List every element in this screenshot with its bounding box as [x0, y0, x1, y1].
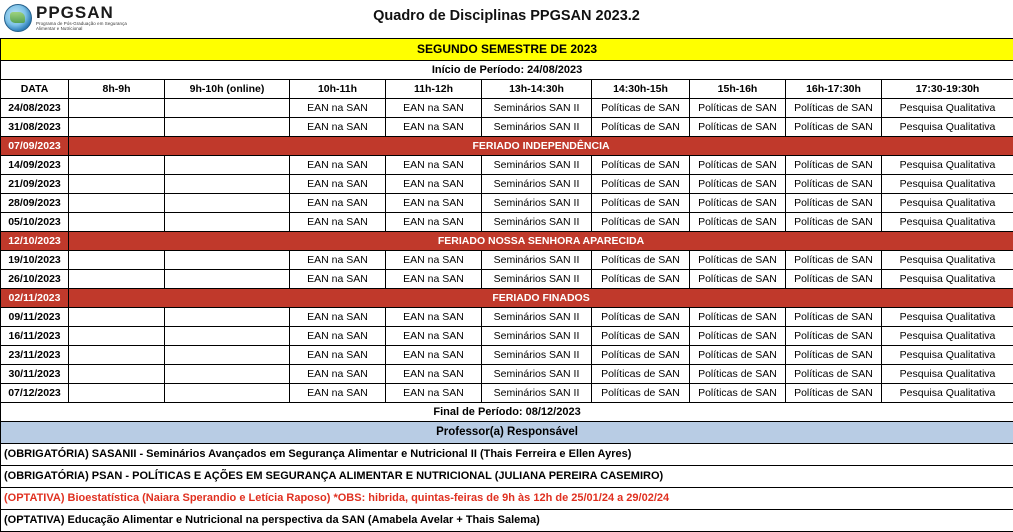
table-row — [1, 365, 1013, 384]
holiday-row — [1, 137, 1013, 156]
class-cell-6: Políticas de SAN — [690, 99, 786, 118]
table-row — [1, 194, 1013, 213]
semester-band-row — [1, 39, 1013, 61]
class-cell-4: Seminários SAN II — [482, 251, 592, 270]
class-cell-0 — [69, 270, 165, 289]
logo-title: PPGSAN — [36, 4, 132, 22]
class-cell-3: EAN na SAN — [386, 270, 482, 289]
class-cell-8: Pesquisa Qualitativa — [882, 308, 1013, 327]
class-cell-0 — [69, 384, 165, 403]
class-cell-2: EAN na SAN — [290, 175, 386, 194]
class-cell-7: Políticas de SAN — [786, 346, 882, 365]
row-date: 05/10/2023 — [1, 213, 69, 232]
professor-band-label: Professor(a) Responsável — [1, 422, 1013, 444]
class-cell-5: Políticas de SAN — [592, 99, 690, 118]
row-date: 14/09/2023 — [1, 156, 69, 175]
column-header-9: 17:30-19:30h — [882, 80, 1013, 99]
class-cell-1 — [165, 99, 290, 118]
period-start-row — [1, 61, 1013, 80]
row-date: 02/11/2023 — [1, 289, 69, 308]
table-row — [1, 327, 1013, 346]
legend-row — [1, 488, 1013, 510]
class-cell-6: Políticas de SAN — [690, 384, 786, 403]
class-cell-4: Seminários SAN II — [482, 327, 592, 346]
column-header-6: 14:30h-15h — [592, 80, 690, 99]
row-date: 12/10/2023 — [1, 232, 69, 251]
class-cell-5: Políticas de SAN — [592, 327, 690, 346]
class-cell-1 — [165, 365, 290, 384]
table-row — [1, 384, 1013, 403]
class-cell-6: Políticas de SAN — [690, 213, 786, 232]
class-cell-8: Pesquisa Qualitativa — [882, 251, 1013, 270]
legend-row — [1, 466, 1013, 488]
class-cell-1 — [165, 327, 290, 346]
class-cell-2: EAN na SAN — [290, 308, 386, 327]
class-cell-7: Políticas de SAN — [786, 118, 882, 137]
class-cell-5: Políticas de SAN — [592, 213, 690, 232]
row-date: 28/09/2023 — [1, 194, 69, 213]
professor-band-row — [1, 422, 1013, 444]
class-cell-2: EAN na SAN — [290, 213, 386, 232]
class-cell-5: Políticas de SAN — [592, 175, 690, 194]
class-cell-7: Políticas de SAN — [786, 251, 882, 270]
class-cell-8: Pesquisa Qualitativa — [882, 365, 1013, 384]
class-cell-7: Políticas de SAN — [786, 308, 882, 327]
class-cell-2: EAN na SAN — [290, 327, 386, 346]
class-cell-6: Políticas de SAN — [690, 251, 786, 270]
row-date: 23/11/2023 — [1, 346, 69, 365]
class-cell-5: Políticas de SAN — [592, 118, 690, 137]
table-row — [1, 156, 1013, 175]
class-cell-2: EAN na SAN — [290, 270, 386, 289]
row-date: 09/11/2023 — [1, 308, 69, 327]
class-cell-2: EAN na SAN — [290, 251, 386, 270]
class-cell-8: Pesquisa Qualitativa — [882, 175, 1013, 194]
legend-row — [1, 510, 1013, 532]
class-cell-2: EAN na SAN — [290, 384, 386, 403]
class-cell-0 — [69, 308, 165, 327]
ppgsan-logo — [4, 2, 136, 34]
class-cell-5: Políticas de SAN — [592, 251, 690, 270]
class-cell-6: Políticas de SAN — [690, 175, 786, 194]
class-cell-1 — [165, 251, 290, 270]
table-row — [1, 175, 1013, 194]
class-cell-4: Seminários SAN II — [482, 270, 592, 289]
class-cell-1 — [165, 175, 290, 194]
column-header-2: 9h-10h (online) — [165, 80, 290, 99]
class-cell-3: EAN na SAN — [386, 175, 482, 194]
class-cell-3: EAN na SAN — [386, 365, 482, 384]
class-cell-4: Seminários SAN II — [482, 194, 592, 213]
row-date: 07/09/2023 — [1, 137, 69, 156]
class-cell-6: Políticas de SAN — [690, 156, 786, 175]
class-cell-4: Seminários SAN II — [482, 346, 592, 365]
holiday-label: FERIADO FINADOS — [69, 289, 1013, 308]
table-row — [1, 346, 1013, 365]
class-cell-5: Políticas de SAN — [592, 194, 690, 213]
row-date: 24/08/2023 — [1, 99, 69, 118]
class-cell-6: Políticas de SAN — [690, 194, 786, 213]
class-cell-1 — [165, 156, 290, 175]
row-date: 31/08/2023 — [1, 118, 69, 137]
class-cell-4: Seminários SAN II — [482, 384, 592, 403]
class-cell-1 — [165, 270, 290, 289]
holiday-label: FERIADO NOSSA SENHORA APARECIDA — [69, 232, 1013, 251]
period-end-label: Final de Período: 08/12/2023 — [1, 403, 1013, 422]
class-cell-1 — [165, 308, 290, 327]
class-cell-3: EAN na SAN — [386, 213, 482, 232]
class-cell-6: Políticas de SAN — [690, 346, 786, 365]
logo-emblem-icon — [4, 4, 32, 32]
holiday-row — [1, 232, 1013, 251]
column-header-3: 10h-11h — [290, 80, 386, 99]
class-cell-1 — [165, 384, 290, 403]
class-cell-5: Políticas de SAN — [592, 365, 690, 384]
class-cell-2: EAN na SAN — [290, 99, 386, 118]
class-cell-3: EAN na SAN — [386, 251, 482, 270]
legend-item-1: (OBRIGATÓRIA) PSAN - POLÍTICAS E AÇÕES EM SEGURANÇA ALIMENTAR E NUTRICIONAL (JULIANA PEREIRA CASEMIRO) — [1, 466, 1013, 488]
document-header — [0, 0, 1013, 38]
class-cell-6: Políticas de SAN — [690, 118, 786, 137]
row-date: 07/12/2023 — [1, 384, 69, 403]
period-start-label: Início de Período: 24/08/2023 — [1, 61, 1013, 80]
class-cell-7: Políticas de SAN — [786, 99, 882, 118]
class-cell-1 — [165, 118, 290, 137]
class-cell-4: Seminários SAN II — [482, 308, 592, 327]
class-cell-5: Políticas de SAN — [592, 156, 690, 175]
class-cell-7: Políticas de SAN — [786, 175, 882, 194]
class-cell-5: Políticas de SAN — [592, 346, 690, 365]
column-header-0: DATA — [1, 80, 69, 99]
column-header-1: 8h-9h — [69, 80, 165, 99]
page-title: Quadro de Disciplinas PPGSAN 2023.2 — [0, 8, 1013, 24]
row-date: 16/11/2023 — [1, 327, 69, 346]
class-cell-8: Pesquisa Qualitativa — [882, 327, 1013, 346]
legend-item-0: (OBRIGATÓRIA) SASANII - Seminários Avançados em Segurança Alimentar e Nutricional II (Thais Ferreira e Ellen Ayres) — [1, 444, 1013, 466]
row-date: 26/10/2023 — [1, 270, 69, 289]
class-cell-8: Pesquisa Qualitativa — [882, 270, 1013, 289]
class-cell-0 — [69, 251, 165, 270]
class-cell-4: Seminários SAN II — [482, 175, 592, 194]
class-cell-2: EAN na SAN — [290, 156, 386, 175]
class-cell-7: Políticas de SAN — [786, 384, 882, 403]
class-cell-4: Seminários SAN II — [482, 99, 592, 118]
class-cell-0 — [69, 365, 165, 384]
table-row — [1, 118, 1013, 137]
column-header-5: 13h-14:30h — [482, 80, 592, 99]
table-header-row — [1, 80, 1013, 99]
table-row — [1, 251, 1013, 270]
class-cell-4: Seminários SAN II — [482, 365, 592, 384]
row-date: 19/10/2023 — [1, 251, 69, 270]
class-cell-5: Políticas de SAN — [592, 308, 690, 327]
legend-item-3: (OPTATIVA) Educação Alimentar e Nutricional na perspectiva da SAN (Amabela Avelar + Thais Salema) — [1, 510, 1013, 532]
class-cell-5: Políticas de SAN — [592, 384, 690, 403]
class-cell-1 — [165, 194, 290, 213]
class-cell-6: Políticas de SAN — [690, 365, 786, 384]
class-cell-4: Seminários SAN II — [482, 118, 592, 137]
class-cell-0 — [69, 327, 165, 346]
table-row — [1, 213, 1013, 232]
class-cell-5: Políticas de SAN — [592, 270, 690, 289]
class-cell-0 — [69, 175, 165, 194]
class-cell-4: Seminários SAN II — [482, 213, 592, 232]
class-cell-3: EAN na SAN — [386, 118, 482, 137]
table-row — [1, 270, 1013, 289]
class-cell-7: Políticas de SAN — [786, 194, 882, 213]
class-cell-8: Pesquisa Qualitativa — [882, 213, 1013, 232]
class-cell-8: Pesquisa Qualitativa — [882, 156, 1013, 175]
class-cell-0 — [69, 99, 165, 118]
period-end-row — [1, 403, 1013, 422]
class-cell-2: EAN na SAN — [290, 194, 386, 213]
logo-text-block — [36, 4, 132, 31]
class-cell-7: Políticas de SAN — [786, 270, 882, 289]
legend-row — [1, 444, 1013, 466]
row-date: 21/09/2023 — [1, 175, 69, 194]
class-cell-3: EAN na SAN — [386, 327, 482, 346]
class-cell-6: Políticas de SAN — [690, 270, 786, 289]
column-header-7: 15h-16h — [690, 80, 786, 99]
class-cell-8: Pesquisa Qualitativa — [882, 384, 1013, 403]
class-cell-6: Políticas de SAN — [690, 327, 786, 346]
class-cell-0 — [69, 346, 165, 365]
class-cell-7: Políticas de SAN — [786, 327, 882, 346]
class-cell-7: Políticas de SAN — [786, 156, 882, 175]
class-cell-3: EAN na SAN — [386, 99, 482, 118]
class-cell-2: EAN na SAN — [290, 346, 386, 365]
class-cell-1 — [165, 346, 290, 365]
legend-item-2: (OPTATIVA) Bioestatística (Naiara Sperandio e Letícia Raposo) *OBS: hibrida, quintas-feiras de 9h às 12h de 25/01/24 a 29/02/24 — [1, 488, 1013, 510]
class-cell-8: Pesquisa Qualitativa — [882, 194, 1013, 213]
class-cell-4: Seminários SAN II — [482, 156, 592, 175]
class-cell-2: EAN na SAN — [290, 365, 386, 384]
class-cell-0 — [69, 118, 165, 137]
class-cell-0 — [69, 213, 165, 232]
schedule-table — [0, 38, 1013, 532]
class-cell-1 — [165, 213, 290, 232]
table-row — [1, 308, 1013, 327]
class-cell-3: EAN na SAN — [386, 194, 482, 213]
column-header-8: 16h-17:30h — [786, 80, 882, 99]
table-row — [1, 99, 1013, 118]
class-cell-2: EAN na SAN — [290, 118, 386, 137]
logo-subtitle: Programa de Pós-Graduação em Segurança Alimentar e Nutricional — [36, 22, 132, 31]
class-cell-3: EAN na SAN — [386, 384, 482, 403]
semester-band-label: SEGUNDO SEMESTRE DE 2023 — [1, 39, 1013, 61]
class-cell-8: Pesquisa Qualitativa — [882, 99, 1013, 118]
class-cell-6: Políticas de SAN — [690, 308, 786, 327]
class-cell-0 — [69, 156, 165, 175]
class-cell-3: EAN na SAN — [386, 346, 482, 365]
holiday-row — [1, 289, 1013, 308]
class-cell-7: Políticas de SAN — [786, 213, 882, 232]
class-cell-7: Políticas de SAN — [786, 365, 882, 384]
holiday-label: FERIADO INDEPENDÊNCIA — [69, 137, 1013, 156]
row-date: 30/11/2023 — [1, 365, 69, 384]
class-cell-0 — [69, 194, 165, 213]
class-cell-3: EAN na SAN — [386, 156, 482, 175]
class-cell-3: EAN na SAN — [386, 308, 482, 327]
class-cell-8: Pesquisa Qualitativa — [882, 118, 1013, 137]
class-cell-8: Pesquisa Qualitativa — [882, 346, 1013, 365]
column-header-4: 11h-12h — [386, 80, 482, 99]
